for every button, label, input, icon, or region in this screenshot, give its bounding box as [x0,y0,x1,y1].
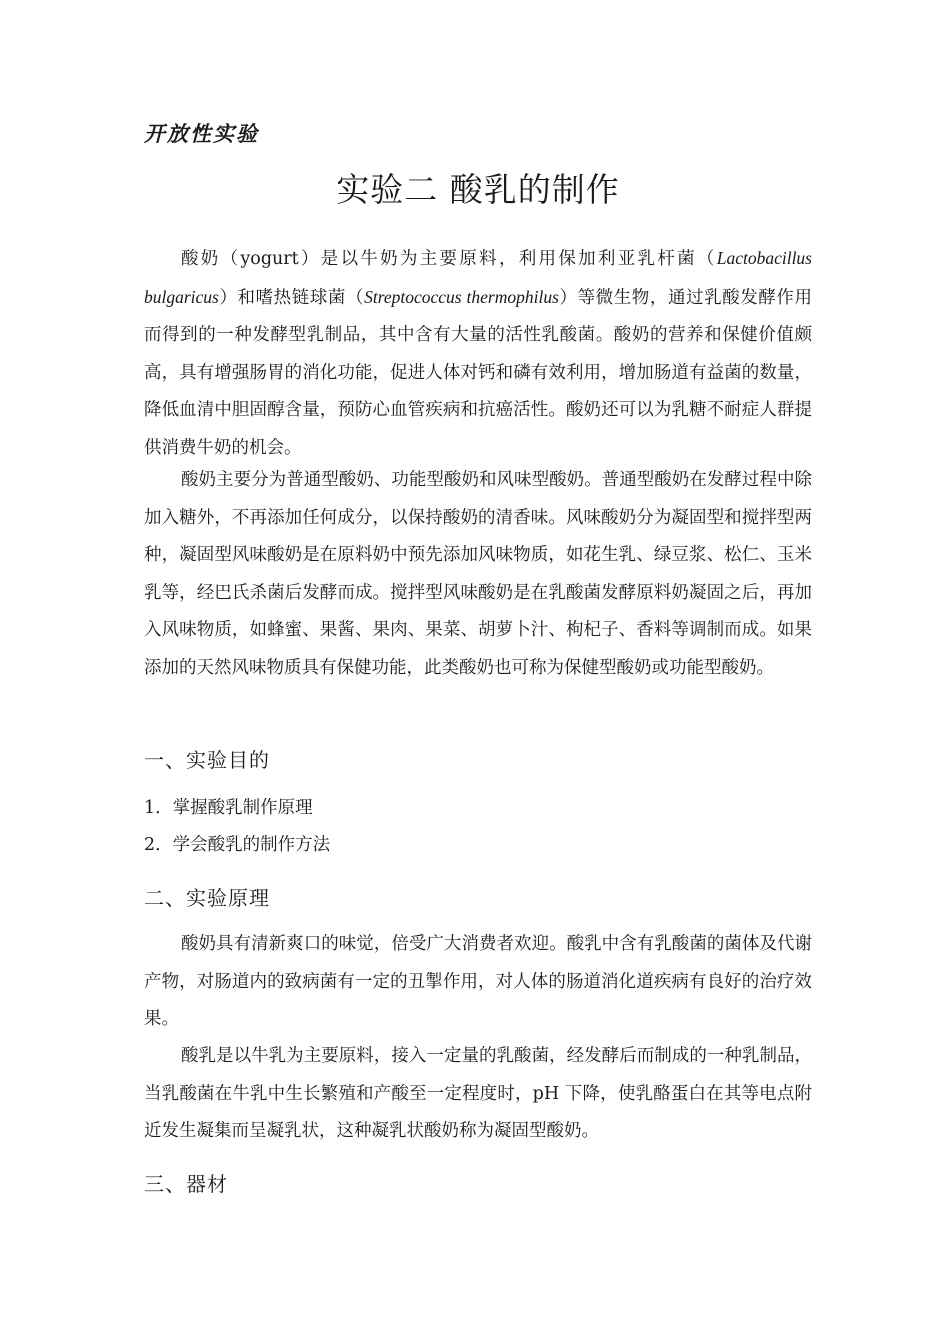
latin-name-streptococcus: Streptococcus thermophilus [364,286,559,307]
intro-text-b: ）和嗜热链球菌（ [218,287,365,308]
latin-name-lactobacillus: Lactobacillus bulgaricus [144,248,812,307]
section-kicker: 开放性实验 [144,121,259,146]
section-heading-purpose: 一、实验目的 [144,748,270,772]
list-item: 1．掌握酸乳制作原理 [144,798,313,818]
principle-paragraph-1: 酸奶具有清新爽口的味觉，倍受广大消费者欢迎。酸乳中含有乳酸菌的菌体及代谢产物，对肠道内的致病菌有一定的丑掣作用，对人体的肠道消化道疾病有良好的治疗效果。 [144,934,812,1029]
intro-text-c: ）等微生物，通过乳酸发酵作用而得到的一种发酵型乳制品，其中含有大量的活性乳酸菌。酸奶的营养和保健价值颇高，具有增强肠胃的消化功能，促进人体对钙和磷有效利用，增加肠道有益菌的数量，降低血清中胆固醇含量，预防心血管疾病和抗癌活性。酸奶还可以为乳糖不耐症人群提供消费牛奶的机会。 [144,287,813,458]
intro-paragraph-1 [144,240,812,467]
list-item: 2．学会酸乳的制作方法 [144,835,331,855]
section-heading-principle: 二、实验原理 [144,886,270,910]
intro-text-a: 酸奶（yogurt）是以牛奶为主要原料，利用保加利亚乳杆菌（ [181,249,717,269]
page-title: 实验二 酸乳的制作 [336,170,620,209]
intro-paragraph-2: 酸奶主要分为普通型酸奶、功能型酸奶和风味型酸奶。普通型酸奶在发酵过程中除加入糖外，不再添加任何成分，以保持酸奶的清香味。风味酸奶分为凝固型和搅拌型两种，凝固型风味酸奶是在原料奶中预先添加风味物质，如花生乳、绿豆浆、松仁、玉米乳等，经巴氏杀菌后发酵而成。搅拌型风味酸奶是在乳酸菌发酵原料奶凝固之后，再加入风味物质，如蜂蜜、果酱、果肉、果菜、胡萝卜汁、枸杞子、香料等调制而成。如果添加的天然风味物质具有保健功能，此类酸奶也可称为保健型酸奶或功能型酸奶。 [144,470,812,678]
principle-paragraph-2: 酸乳是以牛乳为主要原料，接入一定量的乳酸菌，经发酵后而制成的一种乳制品，当乳酸菌在牛乳中生长繁殖和产酸至一定程度时，pH 下降，使乳酪蛋白在其等电点附近发生凝集而呈凝乳状，这种凝乳状酸奶称为凝固型酸奶。 [144,1046,812,1141]
section-heading-equipment: 三、器材 [144,1172,228,1196]
